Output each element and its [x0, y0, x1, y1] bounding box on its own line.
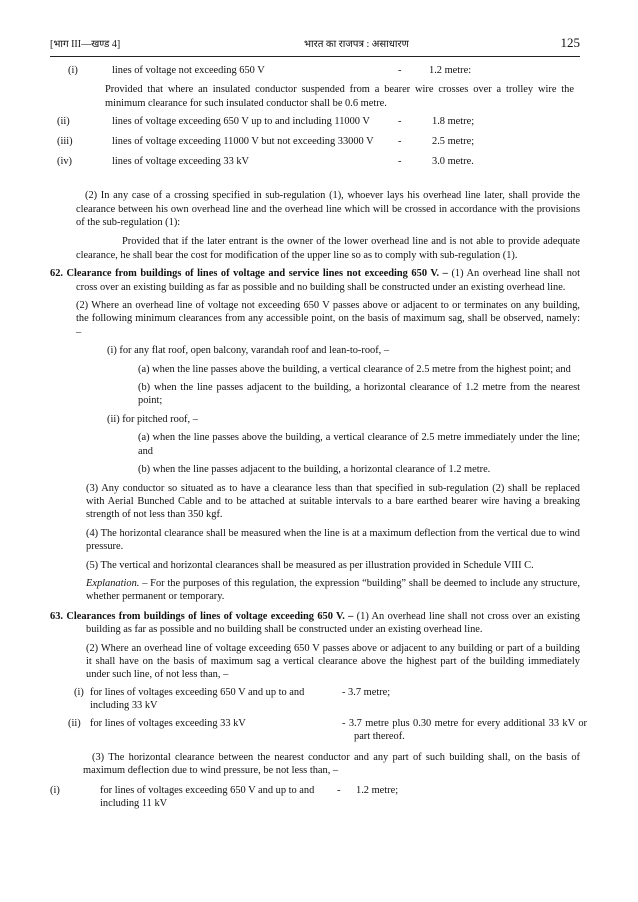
item-description: for lines of voltages exceeding 650 V and up to and including 33 kV: [90, 686, 305, 712]
clearance-table: [50, 115, 580, 175]
item-value: - 3.7 metre;: [342, 686, 391, 698]
horizontal-clearance-item: [50, 784, 580, 811]
row-dash: -: [398, 136, 402, 148]
header-gazette-title: भारत का राजपत्र : असाधारण: [304, 39, 409, 50]
header-part-label: [भाग III—खण्ड 4]: [50, 39, 121, 50]
item-number: (i): [50, 784, 60, 796]
row-value: 3.0 metre.: [432, 156, 474, 168]
item-description: for lines of voltages exceeding 33 kV: [90, 717, 246, 729]
item-number: (i): [74, 686, 84, 698]
clearance-row: [50, 155, 580, 175]
regulation-63-para-2: (2) Where an overhead line of voltage exceeding 650 V passes above or adjacent to any building or part of a building it shall have on the basis of maximum sag a vertical clearance above the highest part of the building immediately under such line, of not less than, –: [86, 642, 580, 681]
regulation-63-para-3: (3) The horizontal clearance between the nearest conductor and any part of such building shall, on the basis of maximum deflection due to wind pressure, be not less than, –: [83, 751, 580, 777]
row-value: 1.2 metre:: [429, 65, 472, 76]
row-dash: -: [398, 156, 402, 168]
regulation-62-explanation: [86, 577, 580, 604]
row-number: (ii): [57, 116, 70, 128]
clearance-row: [50, 135, 580, 155]
regulation-62-para-2: (2) Where an overhead line of voltage not exceeding 650 V passes above or adjacent to or terminates on any building, the following minimum clearances from any accessible point, on the basis of maximum sag, shall be observed, namely: –: [76, 300, 580, 338]
row-number: (iv): [57, 156, 73, 168]
crossing-proviso: Provided that where an insulated conductor suspended from a bearer wire crosses over a trolley wire the minimum clearance for such insulated conductor shall be 0.6 metre.: [105, 84, 574, 109]
clearance-row: [50, 64, 580, 77]
document-body: [50, 64, 587, 811]
page-header: [50, 36, 580, 52]
row-description: lines of voltage exceeding 33 kV: [112, 156, 250, 168]
row-value: 2.5 metre;: [432, 136, 475, 148]
header-rule: [50, 56, 580, 57]
row-value: 1.8 metre;: [432, 116, 475, 128]
item-value: - 3.7 metre plus 0.30 metre for every additional 33 kV or part thereof.: [342, 717, 587, 743]
regulation-62-heading: 62. Clearance from buildings of lines of voltage and service lines not exceeding 650 V. –: [50, 268, 448, 280]
row-description: lines of voltage exceeding 11000 V but not exceeding 33000 V: [112, 136, 374, 148]
regulation-62-para-5: (5) The vertical and horizontal clearances shall be measured as per illustration provided in Schedule VIII C.: [86, 559, 534, 571]
clearance-row: [50, 115, 580, 135]
row-description: lines of voltage not exceeding 650 V: [112, 65, 265, 76]
item-description: for lines of voltages exceeding 650 V and up to and including 11 kV: [100, 784, 315, 810]
item-value: 1.2 metre;: [356, 784, 399, 796]
regulation-63: [50, 610, 580, 637]
vertical-clearance-item: [50, 686, 580, 713]
pitched-roof-clause-b: (b) when the line passes adjacent to the building, a horizontal clearance of 1.2 metre.: [138, 464, 491, 476]
explanation-label: Explanation.: [86, 577, 140, 589]
regulation-62-para-1: (1) An overhead line shall not cross over an existing building as far as possible and no building shall be constructed under an existing overhead line.: [76, 268, 581, 293]
row-description: lines of voltage exceeding 650 V up to and including 11000 V: [112, 116, 370, 128]
regulation-62-para-3: (3) Any conductor so situated as to have a clearance less than that specified in sub-regulation (2) shall be replaced with Aerial Bunched Cable and to be attached at suitable intervals to a bare earthed bearer wire having a breaking strength of not less than 350 kgf.: [86, 482, 580, 521]
subregulation-2: (2) In any case of a crossing specified in sub-regulation (1), whoever lays his overhead line later, shall provide the clearance between his own overhead line and the overhead line which will be crossed in accordance with the provisions of the sub-regulation (1):: [76, 190, 580, 229]
pitched-roof-clause: (ii) for pitched roof, –: [107, 413, 198, 425]
regulation-63-para-1: (1) An overhead line shall not cross over an existing building as far as possible and no building shall be constructed under an existing overhead line.: [86, 610, 580, 636]
vertical-clearance-item: [50, 717, 587, 744]
page-number: 125: [560, 35, 580, 50]
pitched-roof-clause-a: (a) when the line passes above the building, a vertical clearance of 2.5 metre immediately under the line; and: [138, 432, 580, 457]
item-dash: -: [337, 784, 341, 796]
row-number: (iii): [57, 136, 73, 148]
flat-roof-clause-b: (b) when the line passes adjacent to the building, a horizontal clearance of 1.2 metre from the nearest point;: [138, 382, 580, 407]
row-number: (i): [68, 65, 78, 76]
regulation-62: [50, 267, 581, 294]
flat-roof-clause-a: (a) when the line passes above the building, a vertical clearance of 2.5 metre from the highest point; and: [138, 363, 571, 375]
flat-roof-clause: (i) for any flat roof, open balcony, varandah roof and lean-to-roof, –: [107, 345, 390, 357]
regulation-62-para-4: (4) The horizontal clearance shall be measured when the line is at a maximum deflection from the vertical due to wind pressure.: [86, 527, 580, 553]
explanation-text: – For the purposes of this regulation, the expression “building” shall be deemed to include any structure, whether permanent or temporary.: [86, 577, 580, 603]
item-number: (ii): [68, 717, 81, 729]
row-dash: -: [398, 65, 402, 76]
row-dash: -: [398, 116, 402, 128]
subregulation-2-proviso: Provided that if the later entrant is the owner of the lower overhead line and is not able to provide adequate clearance, he shall bear the cost for modification of the upper line so as to comply with sub-regulation (1).: [76, 236, 580, 261]
regulation-63-heading: 63. Clearances from buildings of lines of voltage exceeding 650 V. –: [50, 610, 354, 622]
